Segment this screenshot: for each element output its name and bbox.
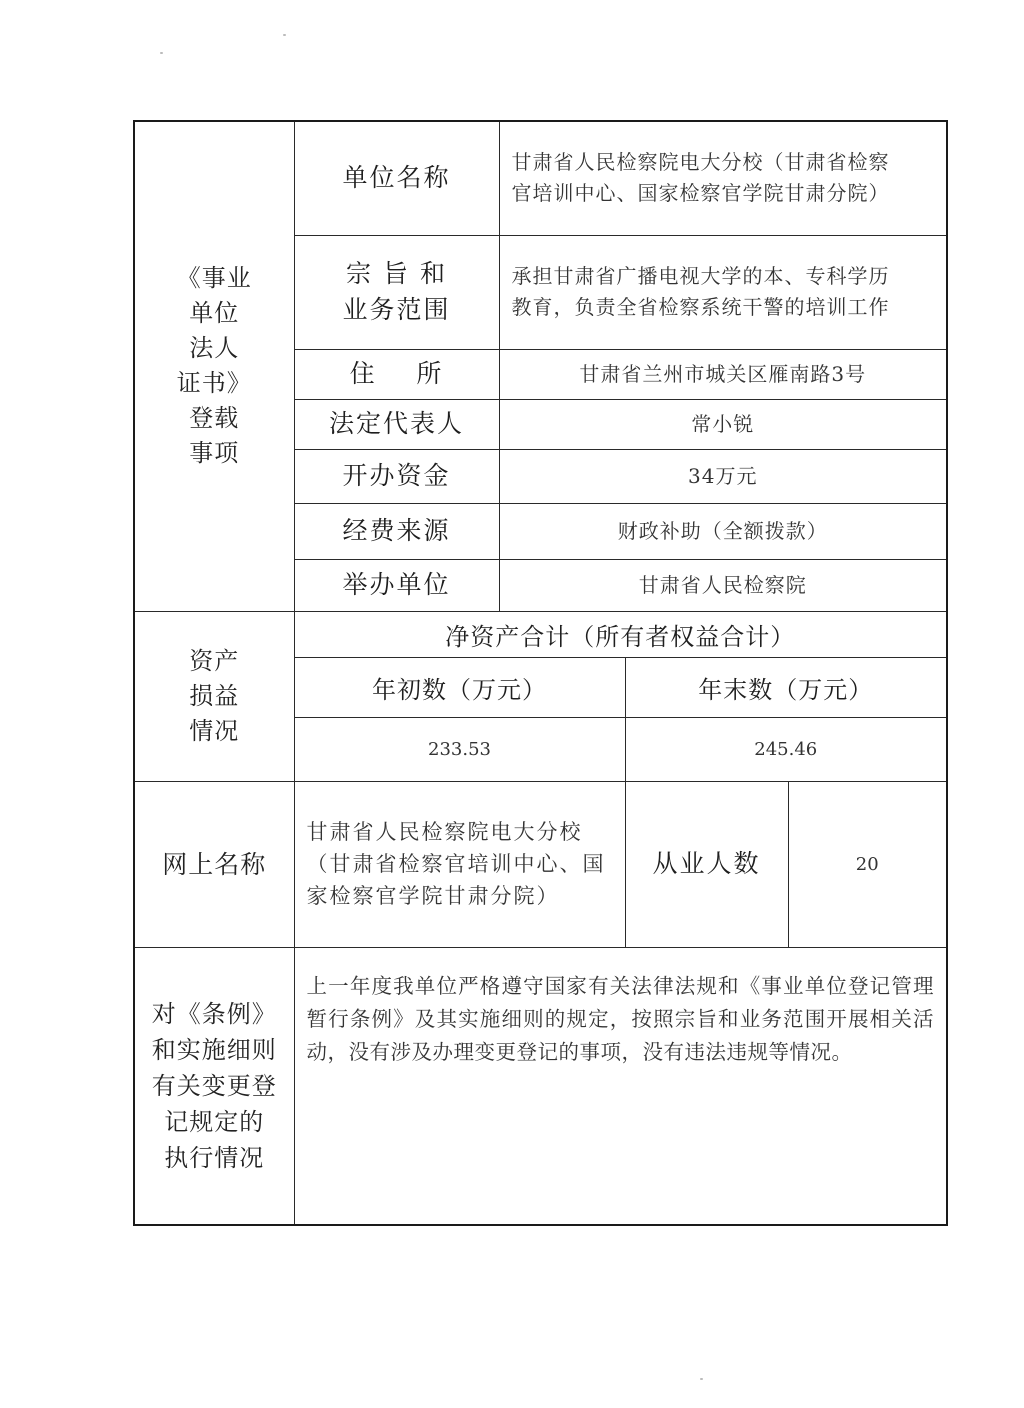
row-online-name: [134, 781, 947, 947]
capital-label: 开办资金: [294, 449, 499, 503]
online-name-value: 甘肃省人民检察院电大分校 （甘肃省检察官培训中心、国 家检察官学院甘肃分院）: [294, 781, 625, 947]
purpose-value: 承担甘肃省广播电视大学的本、专科学历 教育，负责全省检察系统干警的培训工作: [499, 235, 947, 349]
net-assets-header: 净资产合计（所有者权益合计）: [294, 611, 947, 657]
scan-speck: [700, 1378, 703, 1380]
unit-name-value: 甘肃省人民检察院电大分校（甘肃省检察 官培训中心、国家检察官学院甘肃分院）: [499, 121, 947, 235]
section-assets: 资产 损益 情况: [134, 611, 294, 781]
staff-count-value: 20: [788, 781, 947, 947]
scan-speck: [160, 52, 163, 54]
section-compliance: 对《条例》 和实施细则 有关变更登 记规定的 执行情况: [134, 947, 294, 1225]
sponsor-value: 甘肃省人民检察院: [499, 559, 947, 611]
staff-count-label: 从业人数: [625, 781, 788, 947]
row-compliance: [134, 947, 947, 1225]
registration-table: [133, 120, 948, 1226]
legal-rep-label: 法定代表人: [294, 399, 499, 449]
unit-name-label: 单位名称: [294, 121, 499, 235]
section-certificate-items: 《事业 单位 法人 证书》 登载 事项: [134, 121, 294, 611]
legal-rep-value: 常小锐: [499, 399, 947, 449]
year-end-value: 245.46: [625, 717, 947, 781]
registration-table-container: [133, 120, 946, 1224]
funding-label: 经费来源: [294, 503, 499, 559]
capital-value: 34万元: [499, 449, 947, 503]
address-label: 住 所: [294, 349, 499, 399]
sponsor-label: 举办单位: [294, 559, 499, 611]
year-end-label: 年末数（万元）: [625, 657, 947, 717]
funding-value: 财政补助（全额拨款）: [499, 503, 947, 559]
compliance-text: 上一年度我单位严格遵守国家有关法律法规和《事业单位登记管理暂行条例》及其实施细则的规定，按照宗旨和业务范围开展相关活动，没有涉及办理变更登记的事项，没有违法违规等情况。: [294, 947, 947, 1225]
year-begin-label: 年初数（万元）: [294, 657, 625, 717]
purpose-label: 宗 旨 和 业务范围: [294, 235, 499, 349]
address-value: 甘肃省兰州市城关区雁南路3号: [499, 349, 947, 399]
online-name-label: 网上名称: [134, 781, 294, 947]
year-begin-value: 233.53: [294, 717, 625, 781]
row-unit-name: [134, 121, 947, 235]
row-assets-header: [134, 611, 947, 657]
scan-speck: [283, 34, 286, 36]
